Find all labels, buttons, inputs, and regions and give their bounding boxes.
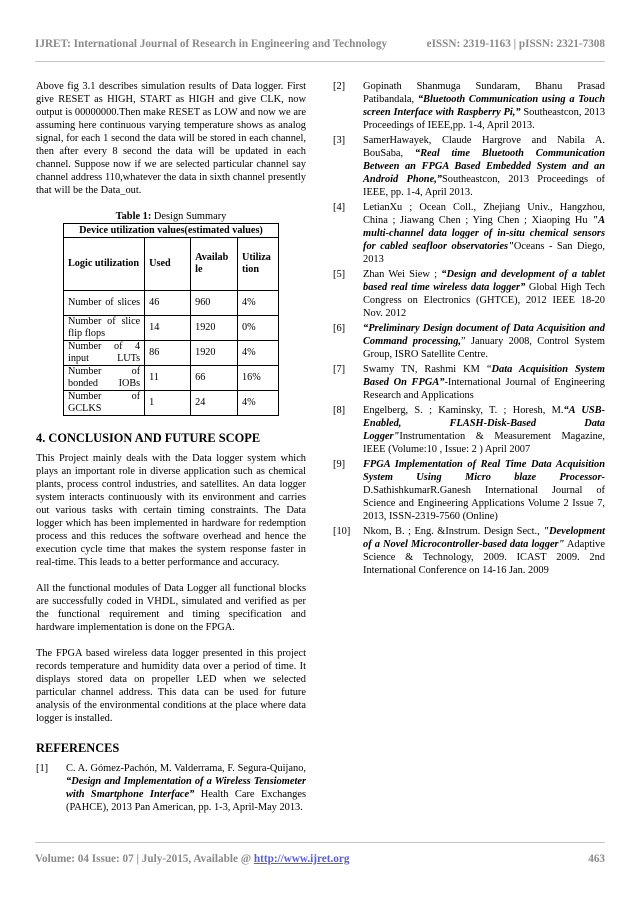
reference-item <box>333 404 605 456</box>
reference-authors: Gopinath Shanmuga Sundaram, Bhanu Prasad Patibandala, <box>363 81 605 105</box>
reference-title: “Bluetooth Communication using a Touch screen Interface with Raspberry Pi,” <box>363 94 605 118</box>
row-label: Number of GCLKS <box>64 391 145 416</box>
table-caption-text: Design Summary <box>151 211 227 222</box>
footer-volume-text: Volume: 04 Issue: 07 | July-2015, Available @ <box>35 853 254 865</box>
table-row <box>64 391 279 416</box>
reference-authors: Swamy TN, Rashmi KM “ <box>363 364 492 375</box>
table-row <box>64 366 279 391</box>
reference-number: [4] <box>333 202 346 213</box>
conclusion-paragraph-3: The FPGA based wireless data logger presented in this project records temperature and humidity data over a period of time. It displays stored data on propeller LED when we selected particular channel address. This data can be used for future analysis of the environmental conditions at the place where data logger is installed. <box>36 648 306 724</box>
issn: eISSN: 2319-1163 | pISSN: 2321-7308 <box>426 38 605 50</box>
reference-text <box>363 363 605 402</box>
reference-rest: Health Care Exchanges (PAHCE), 2013 Pan American, pp. 1-3, April-May 2013. <box>66 789 306 813</box>
running-footer <box>35 853 605 865</box>
reference-authors: SamerHawayek, Claude Hargrove and Nabila A. BouSaba, <box>363 135 605 159</box>
reference-rest: Adaptive Science & Technology, 2009. ICAST 2009. 2nd International Conference on 14-16 Jan. 2009 <box>363 539 605 576</box>
reference-number: [5] <box>333 269 346 280</box>
reference-text <box>66 762 306 814</box>
reference-title: FPGA Implementation of Real Time Data Acquisition System Using Micro blaze Processor- <box>363 459 605 483</box>
reference-text <box>363 458 605 523</box>
reference-text <box>363 80 605 132</box>
reference-title: “Design and Implementation of a Wireless Tensiometer with Smartphone Interface” <box>66 776 306 800</box>
row-available: 24 <box>191 391 238 416</box>
header-available-text: Available <box>195 252 229 275</box>
reference-title: “Real time Bluetooth Communication Between an FPGA Based Embedded System and an Android Phone,” <box>363 148 605 185</box>
header-logic-utilization: Logic utilization <box>64 238 145 291</box>
reference-text <box>363 268 605 320</box>
row-util: 4% <box>238 291 279 316</box>
reference-item <box>333 268 605 320</box>
reference-number: [10] <box>333 526 351 537</box>
reference-number: [6] <box>333 323 346 334</box>
table-caption <box>36 210 306 223</box>
table-caption-label: Table 1: <box>115 211 152 222</box>
reference-rest: Southeastcon, 2013 Proceedings of IEEE,pp. 1-4, April 2013. <box>363 107 606 131</box>
reference-rest: -International Journal of Engineering Research and Applications <box>363 377 605 401</box>
reference-item <box>333 363 605 402</box>
reference-item <box>333 525 605 577</box>
conclusion-paragraph-2: All the functional modules of Data Logger all functional blocks are successfully coded in VHDL, simulated and verified as per the functional requirement and timing specification and hardware implementation is done on the FPGA. <box>36 583 306 633</box>
reference-title: “A USB-Enabled, FLASH-Disk-Based Data Logger" <box>363 405 605 442</box>
row-used: 14 <box>145 316 191 341</box>
row-available: 66 <box>191 366 238 391</box>
reference-authors: LetianXu ; Ocean Coll., Zhejiang Univ., Hangzhou, China ; Jiawang Chen ; Ying Chen ; Xiaoping Hu <box>363 202 605 226</box>
page-number: 463 <box>588 853 605 865</box>
row-available: 960 <box>191 291 238 316</box>
row-util: 4% <box>238 341 279 366</box>
row-util: 0% <box>238 316 279 341</box>
reference-rest: D.SathishkumarR.Ganesh International Journal of Science and Engineering Applications Volume 2 Issue 7, 2013, ISSN-2319-7560 (Online) <box>363 485 605 522</box>
header-utilization <box>238 238 279 291</box>
reference-item <box>36 762 306 814</box>
row-available: 1920 <box>191 341 238 366</box>
reference-item <box>333 201 605 266</box>
reference-authors: C. A. Gómez-Pachón, M. Valderrama, F. Segura-Quijano, <box>66 763 306 774</box>
table-row <box>64 341 279 366</box>
reference-title: Data Acquisition System Based On FPGA” <box>363 364 605 388</box>
reference-number: [7] <box>333 364 346 375</box>
right-column <box>333 80 605 579</box>
row-label: Number of slice flip flops <box>64 316 145 341</box>
row-label: Number of bonded IOBs <box>64 366 145 391</box>
row-util: 4% <box>238 391 279 416</box>
header-rule <box>35 61 605 62</box>
reference-item <box>333 134 605 199</box>
reference-rest: Oceans - San Diego, 2013 <box>363 241 605 265</box>
reference-text <box>363 404 605 456</box>
header-available <box>191 238 238 291</box>
reference-title: "A multi-channel data logger of in-situ chemical sensors for cabled seafloor observatories" <box>363 215 605 252</box>
reference-number: [9] <box>333 459 346 470</box>
reference-title: "Development of a Novel Microcontroller-based data logger" <box>363 526 605 550</box>
row-used: 46 <box>145 291 191 316</box>
reference-authors: Engelberg, S. ; Kaminsky, T. ; Horesh, M. <box>363 405 564 416</box>
reference-text <box>363 201 605 266</box>
reference-number: [8] <box>333 405 346 416</box>
row-used: 1 <box>145 391 191 416</box>
reference-authors: Nkom, B. ; Eng. &Instrum. Design Sect., <box>363 526 544 537</box>
journal-name: IJRET: International Journal of Research in Engineering and Technology <box>35 38 388 50</box>
running-header <box>35 38 605 50</box>
reference-rest: Global High Tech Congress on Electronics (GHTCE), 2012 IEEE 18-20 Nov. 2012 <box>363 282 605 319</box>
header-used: Used <box>145 238 191 291</box>
table-row <box>64 291 279 316</box>
row-util: 16% <box>238 366 279 391</box>
row-label: Number of 4 input LUTs <box>64 341 145 366</box>
reference-number: [1] <box>36 763 49 774</box>
reference-rest: ” January 2008, Control System Group, ISRO Satellite Centre. <box>363 336 605 360</box>
table-row <box>64 316 279 341</box>
journal-link[interactable]: http://www.ijret.org <box>253 853 350 865</box>
references-heading: REFERENCES <box>36 741 120 755</box>
reference-title: “Preliminary Design document of Data Acquisition and Command processing, <box>363 323 605 347</box>
reference-text <box>363 322 605 361</box>
conclusion-heading: 4. CONCLUSION AND FUTURE SCOPE <box>36 431 261 445</box>
footer-volume <box>35 853 349 865</box>
reference-number: [2] <box>333 81 346 92</box>
design-summary-table <box>63 223 279 416</box>
reference-rest: Southeastcon, 2013 Proceedings of IEEE, pp. 1-4, April 2013. <box>363 174 606 198</box>
reference-item <box>333 80 605 132</box>
reference-text <box>363 134 605 199</box>
header-utilization-text: Utilization <box>242 252 271 275</box>
row-used: 11 <box>145 366 191 391</box>
left-column <box>36 80 306 816</box>
reference-number: [3] <box>333 135 346 146</box>
conclusion-paragraph-1: This Project mainly deals with the Data logger system which plays an important role in diverse application such as chemical plants, process control industries, and satellites. An data logger system interacts continuously with its environment and carries out various tasks with certain timing constraints. The Data logger which has been implemented in hardware for redemption process and this reduces the software overhead and hence the execution cycle time that makes the system response faster in real-time. This leads to a better performance and accuracy. <box>36 453 306 568</box>
intro-paragraph: Above fig 3.1 describes simulation results of Data logger. First give RESET as HIGH, START as HIGH and give CLK, now output is 00000000.Then make RESET as LOW and now we are assuming here continuous varying temperature shows as analog signal, for each 1 second the data will be stored in each channel, then after every 8 second the data will be updated in each channel. Suppose now if we are selected particular channel say channel address 110,whatever the data in sixth channel presently that will be the Data_out. <box>36 81 306 196</box>
reference-authors: Zhan Wei Siew ; <box>363 269 442 280</box>
row-used: 86 <box>145 341 191 366</box>
reference-text <box>363 525 605 577</box>
reference-item <box>333 322 605 361</box>
reference-title: “Design and development of a tablet based real time wireless data logger” <box>363 269 605 293</box>
row-label: Number of slices <box>64 291 145 316</box>
table-title: Device utilization values(estimated values) <box>64 224 279 238</box>
reference-item <box>333 458 605 523</box>
reference-rest: Instrumentation & Measurement Magazine, IEEE (Volume:10 , Issue: 2 ) April 2007 <box>363 431 605 455</box>
row-available: 1920 <box>191 316 238 341</box>
footer-rule <box>35 842 605 843</box>
